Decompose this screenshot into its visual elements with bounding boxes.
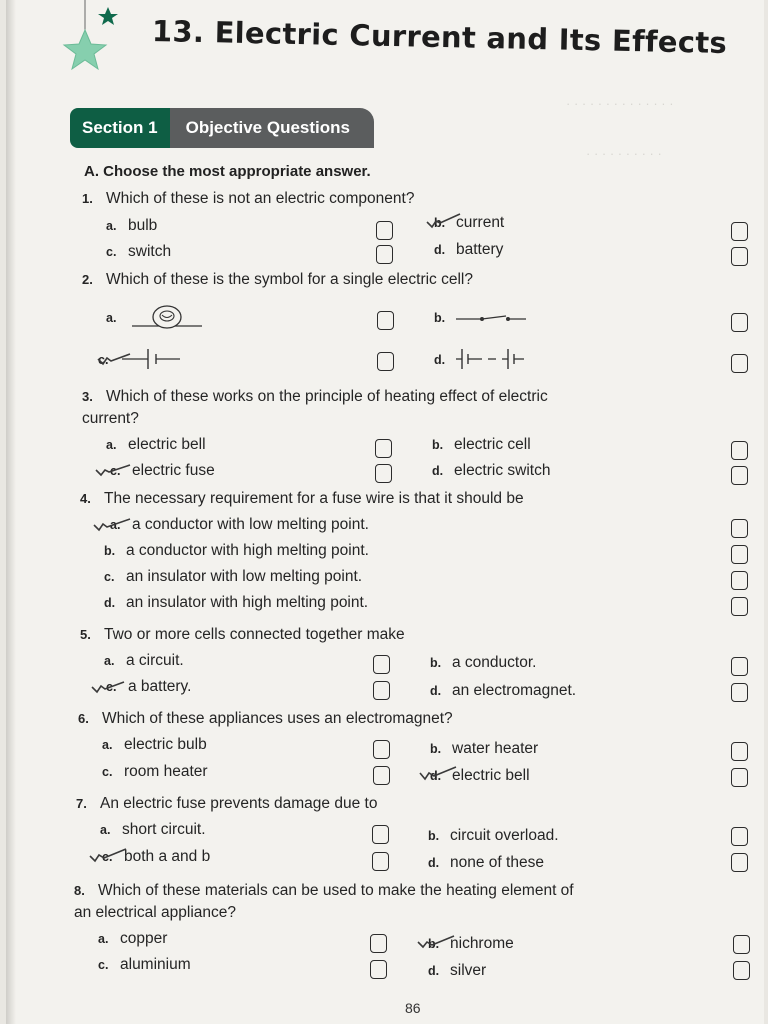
answer-box-3a[interactable] (375, 439, 392, 458)
answer-box-4a[interactable] (731, 519, 748, 538)
option-8a: a. copper (98, 930, 168, 947)
question-4: 4. The necessary requirement for a fuse wire is that it should be (80, 490, 524, 507)
answer-box-8c[interactable] (370, 960, 387, 979)
switch-symbol-icon (456, 312, 528, 324)
answer-box-4c[interactable] (731, 571, 748, 590)
show-through-text: · · · · · · · · · · · · · · (566, 96, 674, 111)
option-1c: c. switch (106, 243, 172, 260)
pencil-tick-icon (416, 934, 456, 952)
answer-box-2a[interactable] (377, 311, 394, 330)
option-6d: d. electric bell (430, 767, 530, 784)
option-2d: d. (434, 353, 446, 367)
option-2b: b. (434, 311, 446, 325)
answer-box-4d[interactable] (731, 597, 748, 616)
answer-box-2c[interactable] (377, 352, 394, 371)
instruction: A. Choose the most appropriate answer. (84, 163, 371, 180)
option-8b: b. nichrome (428, 935, 514, 952)
option-6c: c. room heater (102, 763, 208, 780)
answer-box-7b[interactable] (731, 827, 748, 846)
answer-box-8d[interactable] (733, 961, 750, 980)
pencil-tick-icon (88, 847, 128, 865)
pencil-tick-icon (92, 516, 132, 534)
option-5a: a. a circuit. (104, 652, 184, 669)
answer-box-1a[interactable] (376, 221, 393, 240)
question-7: 7. An electric fuse prevents damage due to (76, 795, 378, 812)
question-5: 5. Two or more cells connected together make (80, 626, 405, 643)
page-binding-shadow (6, 0, 16, 1024)
answer-box-6c[interactable] (373, 766, 390, 785)
option-4d: d. an insulator with high melting point. (104, 594, 369, 611)
answer-box-1b[interactable] (731, 222, 748, 241)
answer-box-7d[interactable] (731, 853, 748, 872)
answer-box-4b[interactable] (731, 545, 748, 564)
answer-box-8a[interactable] (370, 934, 387, 953)
option-3a: a. electric bell (106, 436, 206, 453)
section-number: Section 1 (70, 108, 170, 148)
question-6: 6. Which of these appliances uses an electromagnet? (78, 710, 453, 727)
answer-box-1c[interactable] (376, 245, 393, 264)
answer-box-6a[interactable] (373, 740, 390, 759)
option-2a: a. (106, 311, 117, 325)
pencil-tick-icon (418, 765, 458, 783)
answer-box-7c[interactable] (372, 852, 389, 871)
pencil-tick-icon (424, 212, 464, 230)
option-5b: b. a conductor. (430, 654, 537, 671)
option-7c: c. both a and b (102, 848, 211, 865)
option-5c: c. a battery. (106, 678, 192, 695)
answer-box-5b[interactable] (731, 657, 748, 676)
answer-box-5c[interactable] (373, 681, 390, 700)
answer-box-2d[interactable] (731, 354, 748, 373)
answer-box-5a[interactable] (373, 655, 390, 674)
option-8d: d. silver (428, 962, 487, 979)
chapter-title: 13. Electric Current and Its Effects (151, 14, 728, 61)
question-2: 2. Which of these is the symbol for a single electric cell? (82, 271, 473, 288)
question-3: 3. Which of these works on the principle of heating effect of electric current? (82, 388, 548, 427)
page-number: 86 (405, 1000, 421, 1016)
option-1a: a. bulb (106, 217, 158, 234)
option-4b: b. a conductor with high melting point. (104, 542, 369, 559)
answer-box-2b[interactable] (731, 313, 748, 332)
question-8: 8. Which of these materials can be used to make the heating element of an electrical appliance? (74, 882, 574, 921)
answer-box-8b[interactable] (733, 935, 750, 954)
battery-symbol-icon (456, 347, 528, 371)
bulb-symbol-icon (132, 300, 204, 332)
option-6a: a. electric bulb (102, 736, 207, 753)
question-1: 1. Which of these is not an electric component? (82, 190, 415, 207)
option-1b: b. current (434, 214, 505, 231)
show-through-text: · · · · · · · · · · (586, 146, 662, 161)
option-7d: d. none of these (428, 854, 544, 871)
answer-box-5d[interactable] (731, 683, 748, 702)
pencil-tick-icon (94, 462, 134, 480)
option-4c: c. an insulator with low melting point. (104, 568, 363, 585)
star-decoration-icon (62, 0, 122, 78)
option-5d: d. an electromagnet. (430, 682, 577, 699)
pencil-tick-icon (96, 350, 136, 368)
answer-box-6d[interactable] (731, 768, 748, 787)
answer-box-3d[interactable] (731, 466, 748, 485)
option-3c: c. electric fuse (110, 462, 215, 479)
pencil-tick-icon (90, 678, 130, 696)
option-8c: c. aluminium (98, 956, 191, 973)
option-2c: c. (98, 353, 109, 367)
option-7b: b. circuit overload. (428, 827, 559, 844)
answer-box-6b[interactable] (731, 742, 748, 761)
option-7a: a. short circuit. (100, 821, 206, 838)
answer-box-3c[interactable] (375, 464, 392, 483)
answer-box-3b[interactable] (731, 441, 748, 460)
answer-box-7a[interactable] (372, 825, 389, 844)
option-1d: d. battery (434, 241, 504, 258)
option-3b: b. electric cell (432, 436, 531, 453)
section-header (70, 108, 374, 148)
option-6b: b. water heater (430, 740, 539, 757)
textbook-page (6, 0, 764, 1024)
option-3d: d. electric switch (432, 462, 551, 479)
answer-box-1d[interactable] (731, 247, 748, 266)
section-title: Objective Questions (170, 108, 374, 148)
option-4a: a. a conductor with low melting point. (110, 516, 369, 533)
